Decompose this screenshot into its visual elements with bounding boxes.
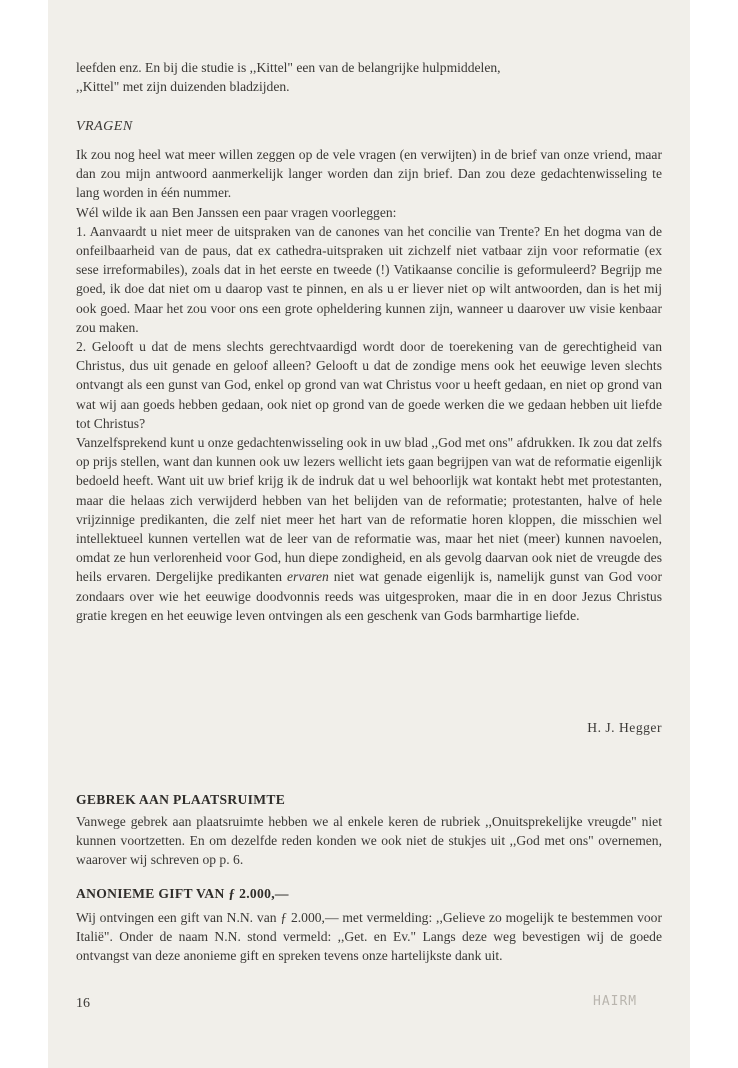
vragen-paragraph-3 (76, 433, 662, 625)
document-page (48, 0, 690, 1068)
intro-line-1: leefden enz. En bij die studie is ,,Kittel" een van de belangrijke hulpmiddelen, (76, 60, 501, 75)
plaatsruimte-heading: GEBREK AAN PLAATSRUIMTE (76, 792, 286, 807)
plaatsruimte-text: Vanwege gebrek aan plaatsruimte hebben we al enkele keren de rubriek ,,Onuitsprekelijke vreugde" niet kunnen voortzetten. En om dezelfde reden konden we ook niet de stukjes uit ,,God met ons" overnemen, waarover wij schreven op p. 6. (76, 814, 662, 868)
library-stamp: HAIRM (593, 994, 638, 1009)
vragen-body (76, 145, 662, 625)
intro-line-2: ,,Kittel" met zijn duizenden bladzijden. (76, 79, 290, 95)
vragen-paragraph-3-emphasis: ervaren (287, 569, 329, 585)
vragen-paragraph-3-part-1: Vanzelfsprekend kunt u onze gedachtenwisseling ook in uw blad ,,God met ons" afdrukken. Ik zou dat zelfs op prijs stellen, want dan kunnen ook uw lezers wellicht iets gaan begrijpen van wat de reformatie eigenlijk bedoeld heeft. Want uit uw brief krijg ik de indruk dat u wel behoorlijk wat kontakt hebt met protestanten, maar die helaas zich verwijderd hebben van het belijden van de reformatie; protestanten, halve of hele vrijzinnige predikanten, die zelf niet meer het hart van de reformatie horen kloppen, die misschien wel intellektueel kunnen vertellen wat de leer van de reformatie was, maar het niet (meer) kunnen navoelen, omdat ze hun verlorenheid voor God, hun diepe zondigheid, en als gevolg daarvan ook niet de vreugde des heils ervaren. Dergelijke predikanten (76, 435, 662, 585)
vragen-question-2: 2. Gelooft u dat de mens slechts gerechtvaardigd wordt door de toerekening van de gerechtigheid van Christus, dus uit genade en geloof alleen? Gelooft u dat de zondige mens ook het eeuwige leven slechts ontvangt als een gunst van God, enkel op grond van wat Christus voor u heeft gedaan, en niet op grond van wat wij aan goeds hebben gedaan, ook niet op grond van de goede werken die we gedaan hebben uit liefde tot Christus? (76, 339, 662, 431)
vragen-question-1: 1. Aanvaardt u niet meer de uitspraken van de canones van het concilie van Trente? En het dogma van de onfeilbaarheid van de paus, dat ex cathedra-uitspraken uit zichzelf niet vatbaar zijn voor reformatie (ex sese irreformabiles), zoals dat in het eerste en tweede (!) Vatikaanse concilie is geformuleerd? Begrijp me goed, ik doe dat niet om u daarop vast te pinnen, en als u er liever niet op wilt antwoorden, dan is het mij ook goed. Maar het zou voor ons een grote opheldering kunnen zijn, wanneer u daarover uw visie kenbaar zou maken. (76, 223, 662, 335)
vragen-paragraph-1: Ik zou nog heel wat meer willen zeggen op de vele vragen (en verwijten) in de brief van onze vriend, maar dan zou mijn antwoord aanmerkelijk langer worden dan zijn brief. Dan zou deze gedachtenwisseling te lang worden in één nummer. (76, 147, 662, 201)
gift-text: Wij ontvingen een gift van N.N. van ƒ 2.000,— met vermelding: ,,Gelieve zo mogelijk te bestemmen voor Italië". Onder de naam N.N. stond vermeld: ,,Get. en Ev." Langs deze weg bevestigen wij de goede ontvangst van deze anonieme gift en spreken tevens onze hartelijkste dank uit. (76, 910, 662, 964)
signature: H. J. Hegger (587, 720, 662, 735)
gift-body (76, 908, 662, 966)
gift-heading: ANONIEME GIFT VAN ƒ 2.000,— (76, 886, 289, 901)
vragen-paragraph-2: Wél wilde ik aan Ben Janssen een paar vragen voorleggen: (76, 204, 397, 220)
plaatsruimte-body (76, 812, 662, 870)
page-number: 16 (76, 996, 90, 1011)
vragen-paragraph-3-part-2: niet wat genade eigenlijk is, namelijk gunst van God voor zondaars over wie het eeuwige doodvonnis reeds was uitgesproken, maar die in en door Jezus Christus gratie kregen en het eeuwige leven ontvingen als een geschenk van Gods barmhartige liefde. (76, 569, 663, 623)
vragen-heading: VRAGEN (76, 119, 133, 134)
intro-block (76, 58, 662, 96)
